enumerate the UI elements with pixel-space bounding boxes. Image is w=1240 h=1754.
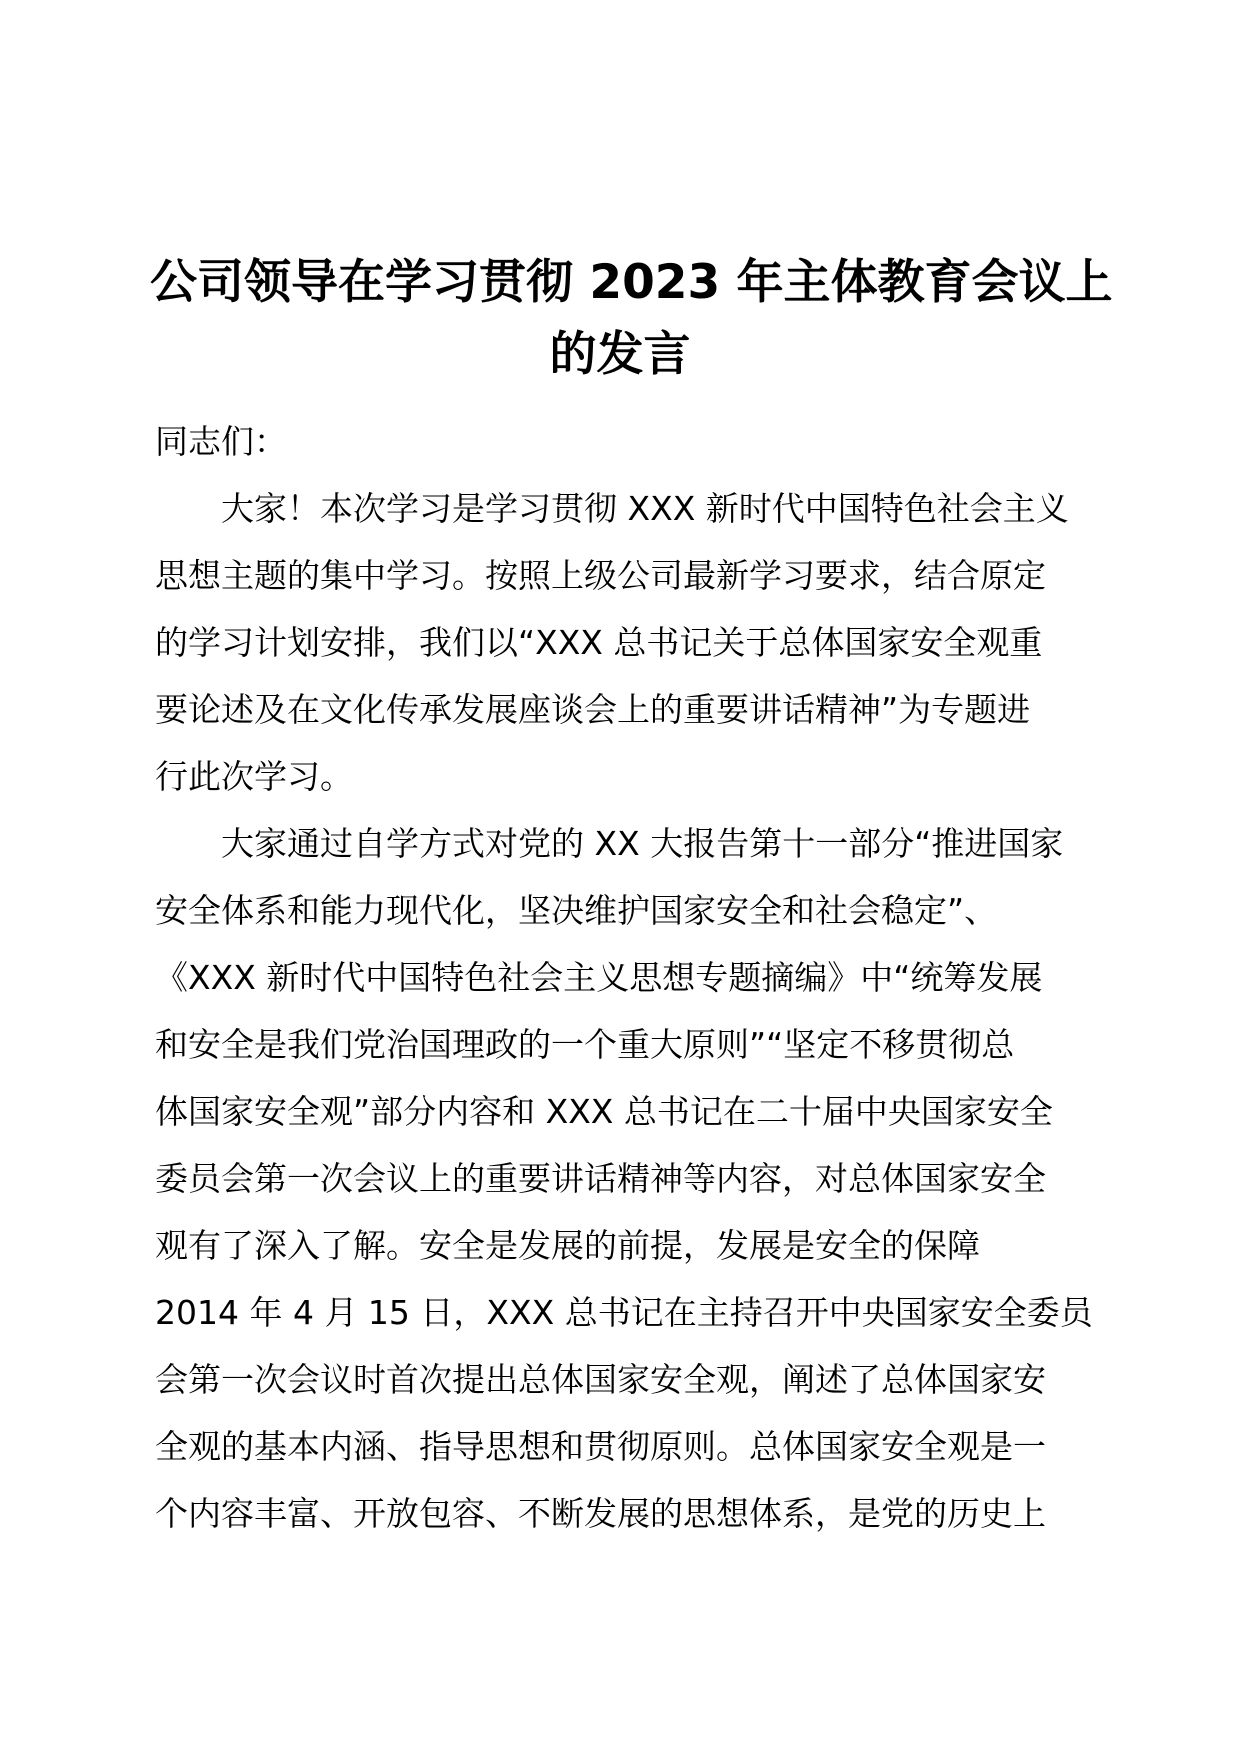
paragraph-1-line: 要论述及在文化传承发展座谈会上的重要讲话精神”为专题进 xyxy=(155,690,1031,729)
title-line-2: 的发言 xyxy=(549,327,691,382)
salutation: 同志们： xyxy=(155,422,287,461)
paragraph-1 xyxy=(155,475,1095,810)
document-title xyxy=(150,247,1113,391)
paragraph-2-line: 观有了深入了解。安全是发展的前提，发展是安全的保障 xyxy=(155,1226,980,1265)
paragraph-1-line: 行此次学习。 xyxy=(155,757,353,796)
paragraph-2-line: 大家通过自学方式对党的 XX 大报告第十一部分“推进国家 xyxy=(221,824,1064,863)
paragraph-2-line: 全观的基本内涵、指导思想和贯彻原则。总体国家安全观是一 xyxy=(155,1427,1046,1466)
paragraph-2-line: 安全体系和能力现代化，坚决维护国家安全和社会稳定”、 xyxy=(155,891,998,930)
paragraph-2-line: 会第一次会议时首次提出总体国家安全观，阐述了总体国家安 xyxy=(155,1360,1046,1399)
paragraph-2-line: 个内容丰富、开放包容、不断发展的思想体系，是党的历史上 xyxy=(155,1494,1046,1533)
paragraph-1-line: 大家！本次学习是学习贯彻 XXX 新时代中国特色社会主义 xyxy=(221,489,1069,528)
paragraph-2-line: 《XXX 新时代中国特色社会主义思想专题摘编》中“统筹发展 xyxy=(155,958,1043,997)
paragraph-2 xyxy=(155,810,1095,1547)
paragraph-2-line: 2014 年 4 月 15 日，XXX 总书记在主持召开中央国家安全委员 xyxy=(155,1293,1093,1332)
title-line-1: 公司领导在学习贯彻 2023 年主体教育会议上 xyxy=(150,255,1113,310)
paragraph-1-line: 的学习计划安排，我们以“XXX 总书记关于总体国家安全观重 xyxy=(155,623,1043,662)
paragraph-2-line: 委员会第一次会议上的重要讲话精神等内容，对总体国家安全 xyxy=(155,1159,1046,1198)
paragraph-1-line: 思想主题的集中学习。按照上级公司最新学习要求，结合原定 xyxy=(155,556,1046,595)
paragraph-2-line: 体国家安全观”部分内容和 XXX 总书记在二十届中央国家安全 xyxy=(155,1092,1053,1131)
paragraph-2-line: 和安全是我们党治国理政的一个重大原则”“坚定不移贯彻总 xyxy=(155,1025,1015,1064)
